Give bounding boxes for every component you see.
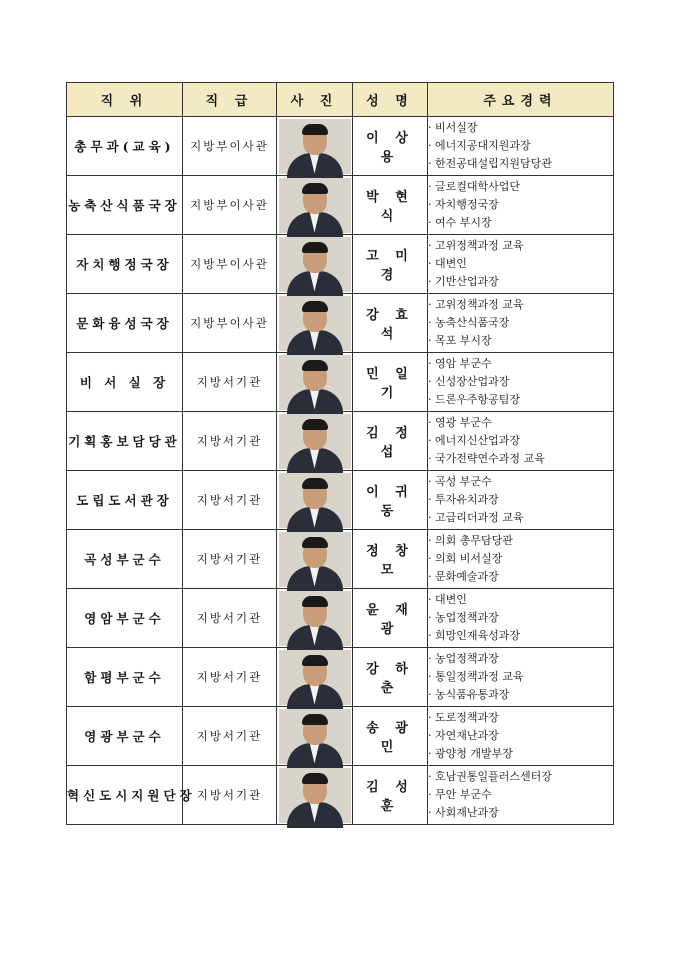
table-row [67, 176, 614, 235]
position-cell: 혁신도시지원단장 [67, 766, 183, 825]
table-row [67, 707, 614, 766]
position-cell: 농축산식품국장 [67, 176, 183, 235]
career-item: · 농식품유통과장 [428, 686, 613, 704]
photo-cell [277, 766, 353, 825]
career-cell [428, 766, 614, 825]
career-item: · 고위정책과정 교육 [428, 237, 613, 255]
table-row [67, 471, 614, 530]
career-item: · 희망인재육성과장 [428, 627, 613, 645]
table-row [67, 117, 614, 176]
grade-cell: 지방서기관 [183, 353, 277, 412]
grade-cell: 지방부이사관 [183, 235, 277, 294]
portrait-photo [279, 414, 351, 469]
table-row [67, 235, 614, 294]
career-item: · 호남권통일플러스센터장 [428, 768, 613, 786]
portrait-photo [279, 650, 351, 705]
position-cell: 곡성부군수 [67, 530, 183, 589]
photo-cell [277, 589, 353, 648]
photo-cell [277, 530, 353, 589]
career-item: · 문화예술과장 [428, 568, 613, 586]
table-header-row [67, 83, 614, 117]
career-item: · 국가전략연수과정 교육 [428, 450, 613, 468]
portrait-photo [279, 768, 351, 823]
portrait-photo [279, 178, 351, 233]
career-cell [428, 412, 614, 471]
name-cell: 강 하 춘 [353, 648, 428, 707]
career-cell [428, 353, 614, 412]
portrait-photo [279, 237, 351, 292]
portrait-photo [279, 119, 351, 174]
career-item: · 사회재난과장 [428, 804, 613, 822]
career-item: · 투자유치과장 [428, 491, 613, 509]
header-name: 성 명 [353, 83, 428, 117]
career-cell [428, 294, 614, 353]
career-item: · 영광 부군수 [428, 414, 613, 432]
photo-cell [277, 471, 353, 530]
grade-cell: 지방서기관 [183, 589, 277, 648]
photo-cell [277, 294, 353, 353]
career-item: · 농축산식품국장 [428, 314, 613, 332]
career-cell [428, 117, 614, 176]
position-cell: 영광부군수 [67, 707, 183, 766]
position-cell: 비 서 실 장 [67, 353, 183, 412]
name-cell: 김 성 훈 [353, 766, 428, 825]
header-position: 직 위 [67, 83, 183, 117]
header-career: 주요경력 [428, 83, 614, 117]
portrait-photo [279, 355, 351, 410]
portrait-photo [279, 532, 351, 587]
career-item: · 여수 부시장 [428, 214, 613, 232]
portrait-photo [279, 473, 351, 528]
photo-cell [277, 707, 353, 766]
grade-cell: 지방부이사관 [183, 294, 277, 353]
career-cell [428, 235, 614, 294]
name-cell: 윤 재 광 [353, 589, 428, 648]
portrait-photo [279, 709, 351, 764]
career-item: · 드론우주항공팀장 [428, 391, 613, 409]
position-cell: 영암부군수 [67, 589, 183, 648]
photo-cell [277, 176, 353, 235]
grade-cell: 지방서기관 [183, 766, 277, 825]
career-cell [428, 530, 614, 589]
name-cell: 고 미 경 [353, 235, 428, 294]
career-item: · 곡성 부군수 [428, 473, 613, 491]
career-item: · 농업정책과장 [428, 609, 613, 627]
career-item: · 글로컬대학사업단 [428, 178, 613, 196]
photo-cell [277, 412, 353, 471]
photo-cell [277, 235, 353, 294]
photo-cell [277, 353, 353, 412]
career-cell [428, 589, 614, 648]
career-item: · 한전공대설립지원담당관 [428, 155, 613, 173]
career-cell [428, 176, 614, 235]
grade-cell: 지방부이사관 [183, 176, 277, 235]
table-row [67, 294, 614, 353]
position-cell: 문화융성국장 [67, 294, 183, 353]
career-item: · 목포 부시장 [428, 332, 613, 350]
table-row [67, 648, 614, 707]
career-item: · 자연재난과장 [428, 727, 613, 745]
position-cell: 함평부군수 [67, 648, 183, 707]
career-item: · 고급리더과정 교육 [428, 509, 613, 527]
grade-cell: 지방서기관 [183, 412, 277, 471]
header-photo: 사 진 [277, 83, 353, 117]
career-item: · 무안 부군수 [428, 786, 613, 804]
career-cell [428, 707, 614, 766]
personnel-table [66, 82, 614, 825]
table-row [67, 530, 614, 589]
name-cell: 민 일 기 [353, 353, 428, 412]
career-item: · 대변인 [428, 255, 613, 273]
name-cell: 이 귀 동 [353, 471, 428, 530]
name-cell: 정 창 모 [353, 530, 428, 589]
photo-cell [277, 117, 353, 176]
grade-cell: 지방서기관 [183, 471, 277, 530]
career-item: · 비서실장 [428, 119, 613, 137]
portrait-photo [279, 296, 351, 351]
portrait-photo [279, 591, 351, 646]
grade-cell: 지방서기관 [183, 707, 277, 766]
career-item: · 대변인 [428, 591, 613, 609]
career-item: · 도로정책과장 [428, 709, 613, 727]
position-cell: 기획홍보담당관 [67, 412, 183, 471]
name-cell: 강 효 석 [353, 294, 428, 353]
table-row [67, 353, 614, 412]
career-item: · 에너지공대지원과장 [428, 137, 613, 155]
career-item: · 농업정책과장 [428, 650, 613, 668]
position-cell: 자치행정국장 [67, 235, 183, 294]
career-item: · 기반산업과장 [428, 273, 613, 291]
career-item: · 의회 비서실장 [428, 550, 613, 568]
name-cell: 박 현 식 [353, 176, 428, 235]
grade-cell: 지방서기관 [183, 648, 277, 707]
name-cell: 송 광 민 [353, 707, 428, 766]
career-item: · 통일정책과정 교육 [428, 668, 613, 686]
career-item: · 에너지신산업과장 [428, 432, 613, 450]
name-cell: 김 정 섭 [353, 412, 428, 471]
career-item: · 자치행정국장 [428, 196, 613, 214]
career-item: · 영암 부군수 [428, 355, 613, 373]
photo-cell [277, 648, 353, 707]
header-grade: 직 급 [183, 83, 277, 117]
table-row [67, 412, 614, 471]
career-item: · 신성장산업과장 [428, 373, 613, 391]
grade-cell: 지방서기관 [183, 530, 277, 589]
name-cell: 이 상 용 [353, 117, 428, 176]
table-row [67, 589, 614, 648]
career-item: · 광양청 개발부장 [428, 745, 613, 763]
career-item: · 고위정책과정 교육 [428, 296, 613, 314]
career-item: · 의회 총무담당관 [428, 532, 613, 550]
position-cell: 도립도서관장 [67, 471, 183, 530]
table-row [67, 766, 614, 825]
career-cell [428, 471, 614, 530]
position-cell: 총무과(교육) [67, 117, 183, 176]
grade-cell: 지방부이사관 [183, 117, 277, 176]
career-cell [428, 648, 614, 707]
